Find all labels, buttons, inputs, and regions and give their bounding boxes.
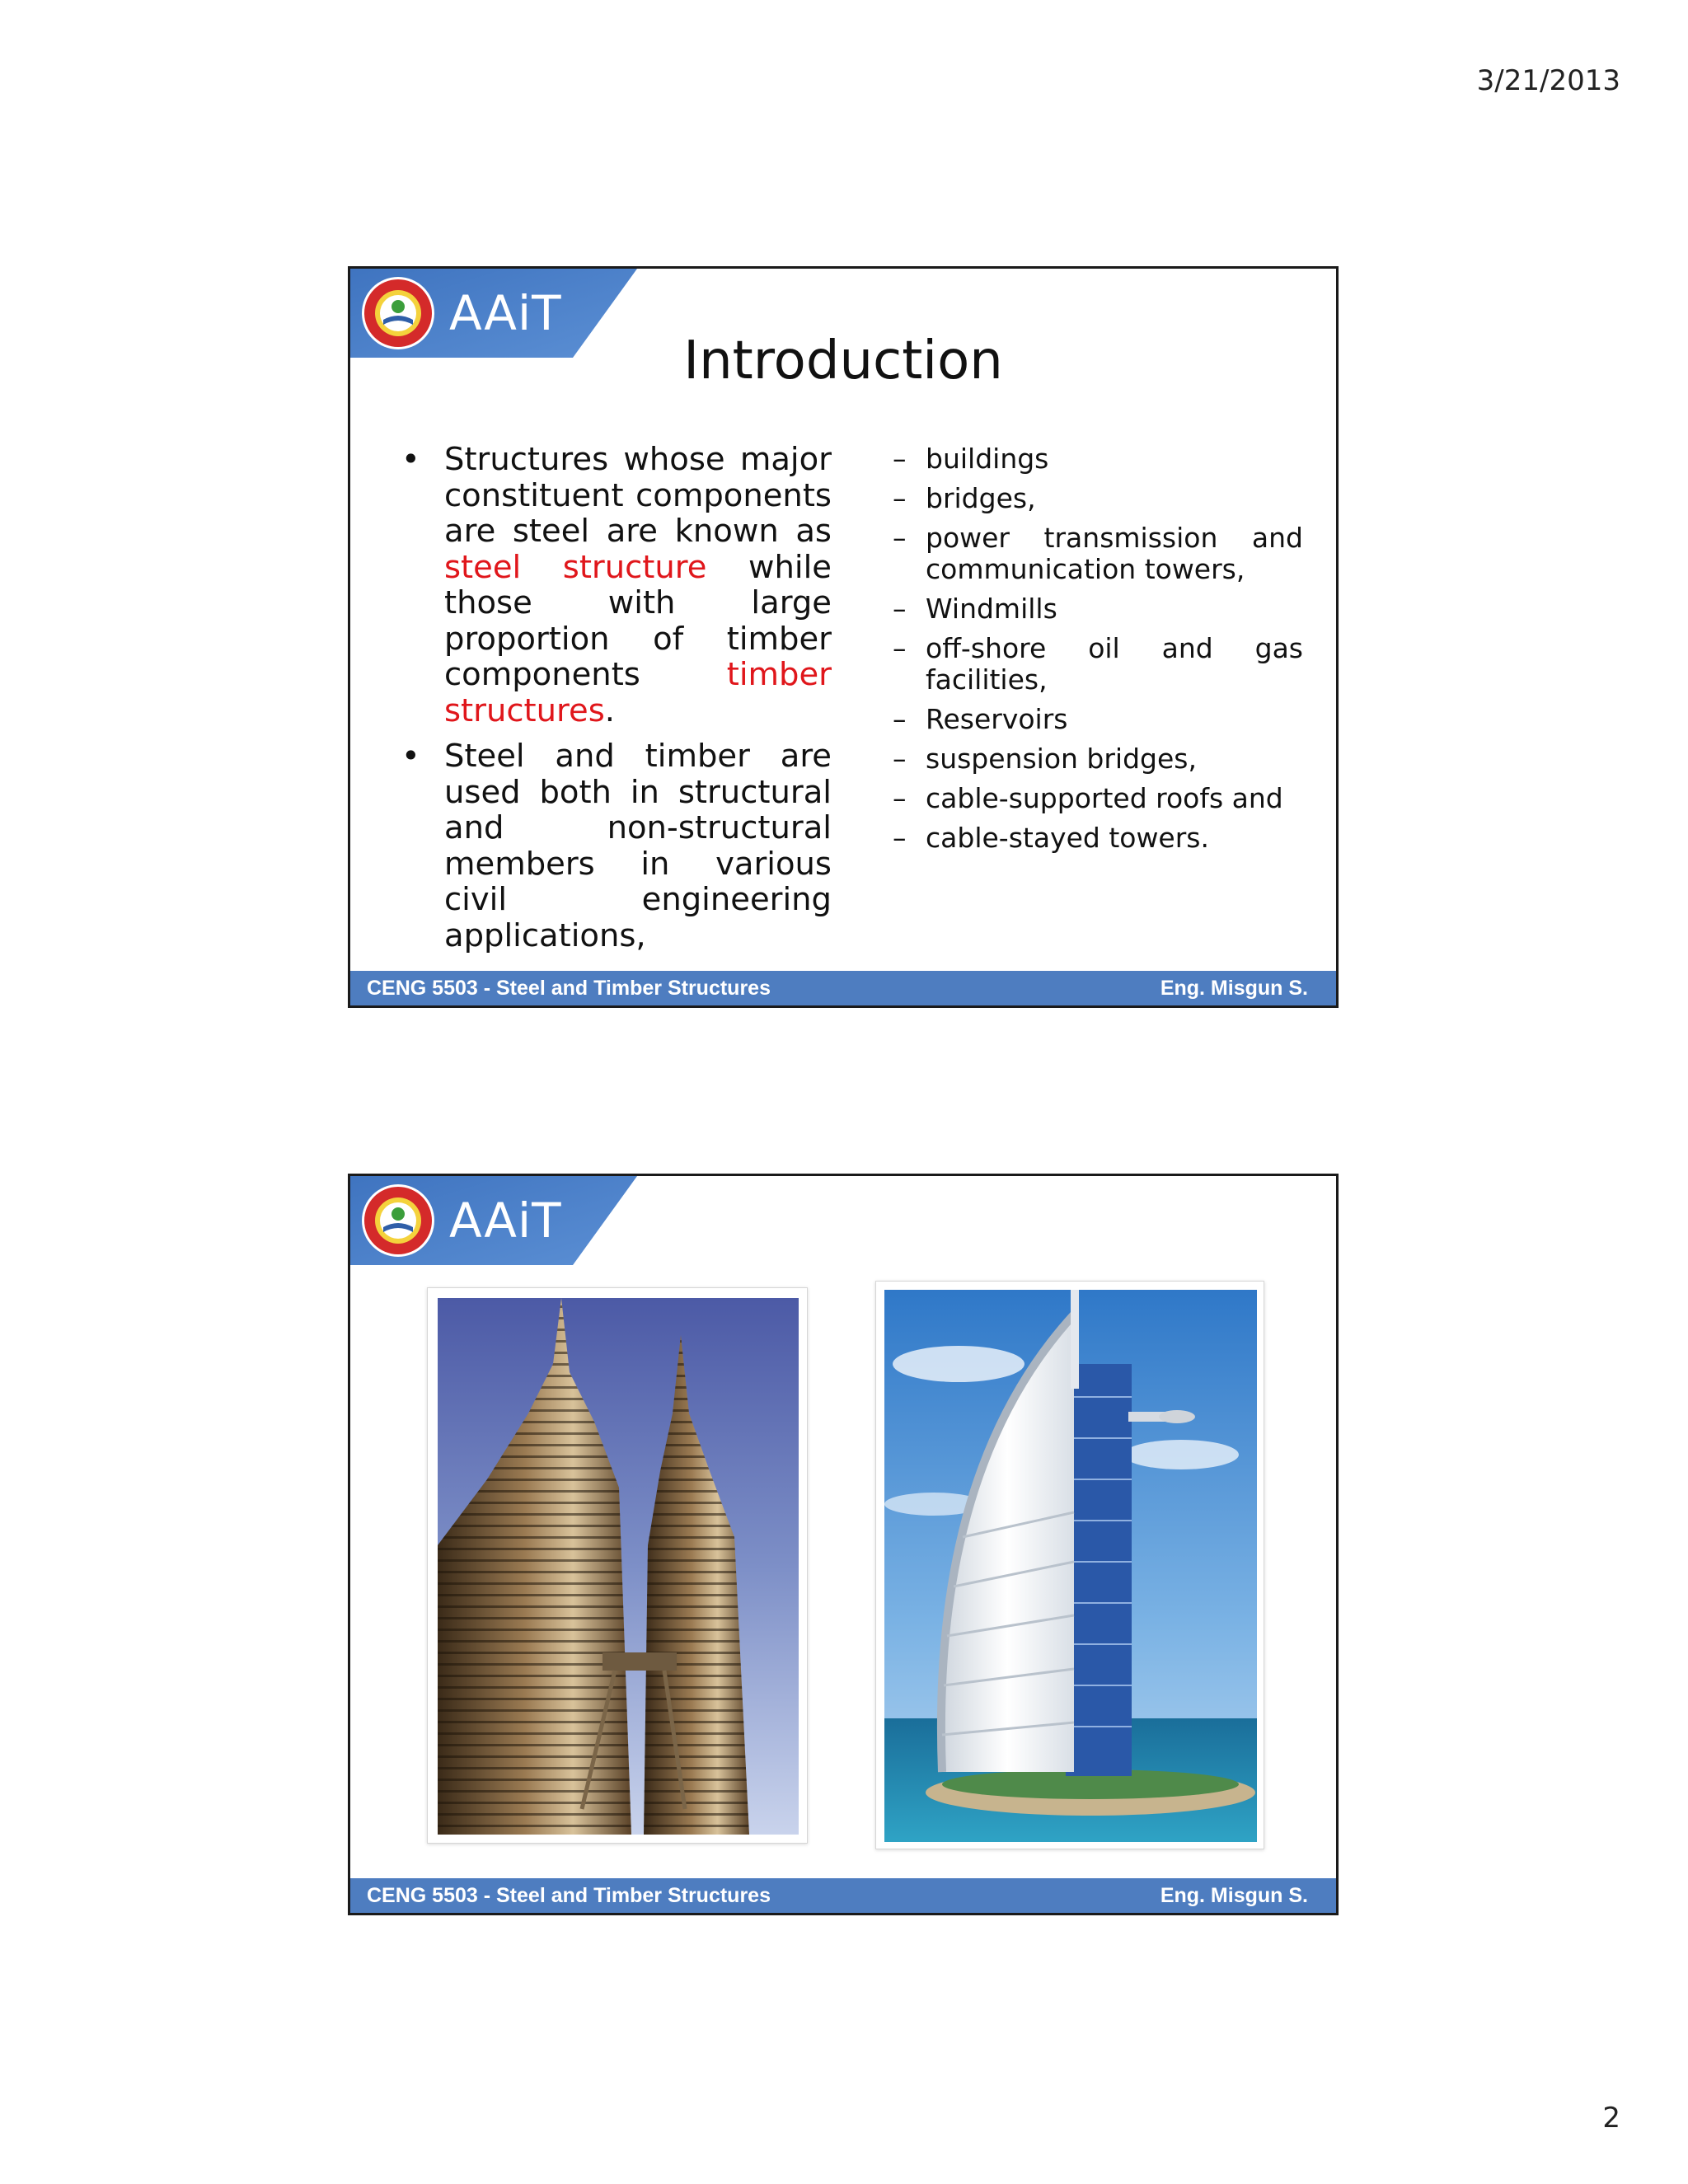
bullet-applications xyxy=(401,738,832,954)
footer-author: Eng. Misgun S. xyxy=(1160,976,1308,1000)
sail-hotel-photo xyxy=(875,1281,1264,1849)
slide-footer xyxy=(350,1878,1336,1913)
bullet-text: . xyxy=(604,691,616,729)
footer-course: CENG 5503 - Steel and Timber Structures xyxy=(367,1883,771,1907)
list-item: – power transmission and communication towers, xyxy=(893,523,1303,585)
page-number: 2 xyxy=(1602,2102,1620,2135)
slide-footer xyxy=(350,971,1336,1005)
slide-introduction xyxy=(348,266,1339,1008)
highlight-steel-structure: steel structure xyxy=(444,548,707,586)
bullet-definition xyxy=(401,442,832,729)
page-date: 3/21/2013 xyxy=(1476,64,1620,97)
intro-bullets xyxy=(401,442,832,963)
list-item: – buildings xyxy=(893,443,1303,475)
bullet-text: while those with large proportion of timber components xyxy=(444,548,832,693)
list-item: – off-shore oil and gas facilities, xyxy=(893,633,1303,696)
bullet-text: Structures whose major constituent components are steel are known as xyxy=(444,441,832,550)
highlight-timber-structures: timber structures xyxy=(444,656,832,729)
sail-hotel-image xyxy=(884,1290,1257,1842)
twin-towers-photo xyxy=(427,1287,808,1844)
banner-title: AAiT xyxy=(449,1193,562,1249)
footer-author: Eng. Misgun S. xyxy=(1160,1883,1308,1907)
twin-towers-image xyxy=(438,1298,799,1835)
list-item: – Windmills xyxy=(893,593,1303,625)
banner-title: AAiT xyxy=(449,285,562,341)
slide-photos xyxy=(348,1174,1339,1915)
list-item: – suspension bridges, xyxy=(893,743,1303,775)
list-item: – cable-stayed towers. xyxy=(893,823,1303,854)
university-seal-icon xyxy=(362,1184,434,1257)
aait-banner xyxy=(350,1176,637,1265)
footer-course: CENG 5503 - Steel and Timber Structures xyxy=(367,976,771,1000)
slide-title: Introduction xyxy=(683,330,1003,391)
applications-list xyxy=(893,443,1303,862)
bullet-text: Steel and timber are used both in structural and non-structural members in various civil engineering applications, xyxy=(444,738,832,954)
list-item: – bridges, xyxy=(893,483,1303,514)
list-item: – Reservoirs xyxy=(893,704,1303,735)
list-item: – cable-supported roofs and xyxy=(893,783,1303,814)
